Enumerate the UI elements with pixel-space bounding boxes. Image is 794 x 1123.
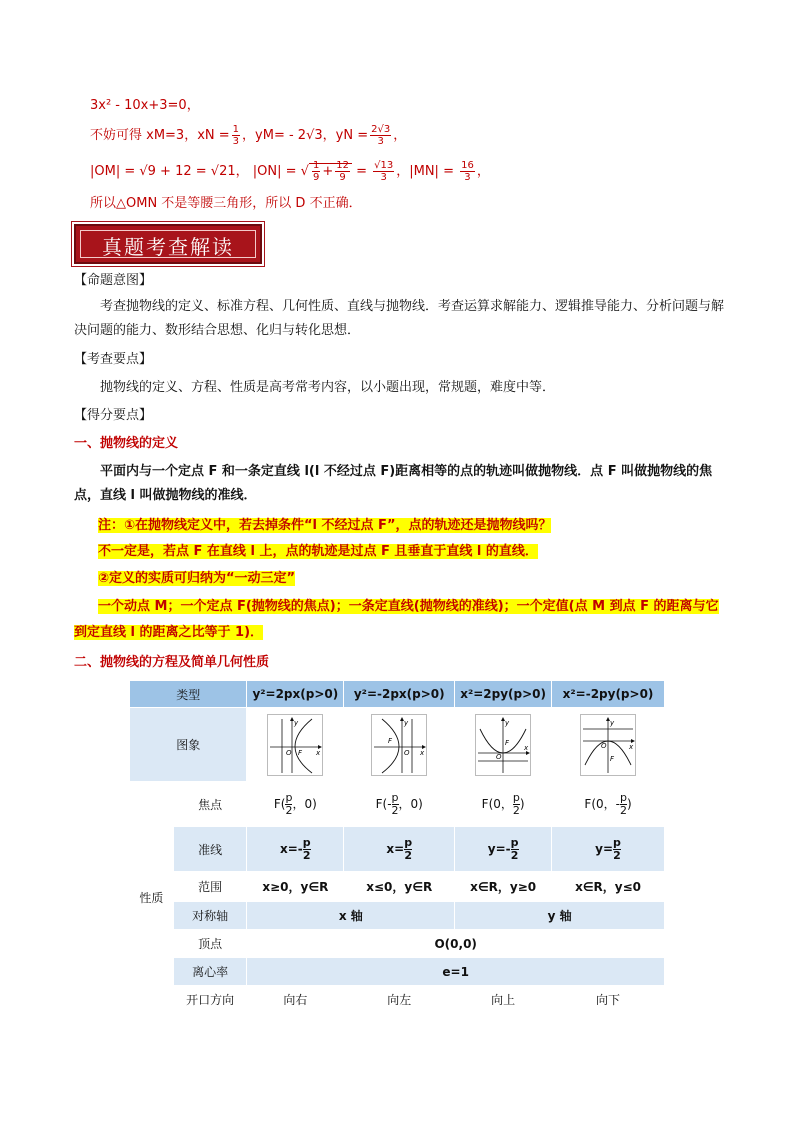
text: y= [595, 841, 614, 856]
fraction [303, 837, 311, 862]
type-label: 类型 [130, 681, 247, 708]
opening-cell: 向左 [344, 986, 455, 1014]
points-text: 抛物线的定义、方程、性质是高考常考内容，以小题出现，常规题，难度中等． [100, 380, 556, 395]
range-cell: x≤0，y∈R [344, 872, 455, 902]
range-label: 范围 [173, 872, 247, 902]
fraction [373, 160, 394, 183]
fraction [232, 124, 240, 147]
graph-focus-label: F [388, 736, 393, 745]
graph-x-label: x [524, 743, 529, 752]
range-cell: x∈R，y≤0 [552, 872, 665, 902]
opening-cell: 向下 [552, 986, 665, 1014]
highlight: 不一定是，若点 F 在直线 l 上，点的轨迹是过点 F 且垂直于直线 l 的直线． [98, 544, 538, 559]
text: ，y [322, 128, 344, 143]
focus-cell [344, 782, 455, 827]
directrix-cell [344, 827, 455, 872]
graph-origin-label: O [601, 741, 607, 750]
denominator: 9 [339, 172, 346, 183]
sqrt-body [309, 160, 352, 183]
text: ) [519, 796, 525, 811]
section-1-title: 一、抛物线的定义 [74, 436, 179, 451]
parabola-right-graph [267, 714, 323, 776]
fraction [511, 837, 519, 862]
text: |OM| = [90, 164, 140, 179]
numerator: p [404, 835, 413, 849]
note-1 [98, 514, 728, 538]
row-graph [130, 708, 665, 782]
directrix-cell [455, 827, 552, 872]
graph-x-label: x [316, 748, 321, 757]
section-1-text: 平面内与一个定点 F 和一条定直线 l(l 不经过点 F)距离相等的点的轨迹叫做抛物线．点 F 叫做抛物线的焦点，直线 l 叫做抛物线的准线． [74, 464, 713, 503]
fraction [620, 792, 627, 817]
solution-line-1: 3x² - 10x+3=0， [90, 98, 200, 113]
type-cell: y²=2px(p>0) [247, 681, 344, 708]
fraction [513, 792, 520, 817]
numerator: p [510, 835, 519, 849]
graph-origin-label: O [404, 748, 410, 757]
graph-y-label: y [610, 718, 615, 727]
range-cell: x∈R，y≥0 [455, 872, 552, 902]
note-3 [98, 567, 728, 591]
type-cell: x²=2py(p>0) [455, 681, 552, 708]
graph-label: 图象 [130, 708, 247, 782]
text: ，0) [398, 796, 423, 811]
parabola-properties-table [129, 680, 665, 1014]
denominator: 2 [613, 848, 621, 862]
score-tag: 【得分要点】 [74, 408, 153, 423]
fraction [312, 160, 320, 183]
solution-line-2 [90, 124, 406, 147]
fraction [460, 160, 475, 183]
eccentricity-cell: e=1 [247, 958, 665, 986]
text: ，0) [292, 796, 317, 811]
text: x=- [280, 841, 303, 856]
banner-title: 真题考查解读 [102, 235, 234, 259]
denominator: 2 [404, 848, 412, 862]
row-axis [130, 902, 665, 930]
fraction [392, 792, 399, 817]
denominator: 3 [232, 136, 240, 147]
numerator: p [285, 790, 293, 804]
row-directrix [130, 827, 665, 872]
directrix-cell [247, 827, 344, 872]
parabola-down-graph [580, 714, 636, 776]
numerator: p [619, 790, 627, 804]
numerator: 2√3 [371, 124, 391, 135]
highlight: 注：①在抛物线定义中，若去掉条件“l 不经过点 F”，点的轨迹还是抛物线吗？ [98, 518, 552, 533]
text: M= - 2 [262, 128, 307, 143]
text: M=3，x [153, 128, 205, 143]
plus: + [322, 164, 334, 179]
numerator: 1 [232, 124, 240, 135]
text: ) [626, 796, 632, 811]
numerator: √13 [374, 160, 394, 171]
text: = [351, 164, 372, 179]
parabola-left-graph [371, 714, 427, 776]
eccentricity-label: 离心率 [173, 958, 247, 986]
row-type [130, 681, 665, 708]
numerator: p [391, 790, 399, 804]
numerator: 12 [336, 160, 349, 171]
text: √9 + 12 = √21， [139, 164, 249, 179]
row-focus [130, 782, 665, 827]
graph-origin-label: O [496, 752, 502, 761]
solution-line-4: 所以△OMN 不是等腰三角形，所以 D 不正确． [90, 196, 362, 211]
parabola-up-graph [475, 714, 531, 776]
denominator: 2 [619, 803, 627, 817]
text: N = [204, 128, 230, 143]
directrix-label: 准线 [173, 827, 247, 872]
text: 不妨可得 x [90, 128, 154, 143]
text: ， [476, 164, 490, 179]
row-vertex [130, 930, 665, 958]
denominator: 3 [377, 136, 384, 147]
graph-x-label: x [629, 742, 634, 751]
numerator: p [512, 790, 520, 804]
vertex-label: 顶点 [173, 930, 247, 958]
numerator: 1 [312, 160, 320, 171]
type-cell: y²=-2px(p>0) [344, 681, 455, 708]
text: ， [393, 128, 407, 143]
numerator: p [302, 835, 311, 849]
text: ，|MN| = [396, 164, 459, 179]
denominator: 2 [285, 803, 293, 817]
opening-cell: 向右 [247, 986, 344, 1014]
sqrt: √3 [306, 128, 323, 143]
graph-cell [552, 708, 665, 782]
fraction [613, 837, 621, 862]
text: F(- [375, 796, 392, 811]
directrix-cell [552, 827, 665, 872]
range-cell: x≥0，y∈R [247, 872, 344, 902]
denominator: 2 [302, 848, 311, 862]
intent-text: 考查抛物线的定义、标准方程、几何性质、直线与抛物线．考查运算求解能力、逻辑推导能力、分析问题与解决问题的能力、数形结合思想、化归与转化思想． [74, 299, 725, 338]
sqrt: √ [300, 164, 309, 179]
graph-y-label: y [404, 718, 409, 727]
axis-label: 对称轴 [173, 902, 247, 930]
numerator: 16 [461, 160, 474, 171]
highlight: 一个动点 M；一个定点 F(抛物线的焦点)；一条定直线(抛物线的准线)；一个定值(点 M 到点 F 的距离与它到定直线 l 的距离之比等于 1)． [74, 599, 719, 640]
focus-cell [247, 782, 344, 827]
property-label: 性质 [130, 782, 174, 1014]
axis-y-cell: y 轴 [455, 902, 665, 930]
text: N = [343, 128, 369, 143]
text: F(0，- [584, 796, 620, 811]
text: x= [386, 841, 405, 856]
graph-x-label: x [420, 748, 425, 757]
graph-cell [247, 708, 344, 782]
type-cell: x²=-2py(p>0) [552, 681, 665, 708]
graph-focus-label: F [505, 738, 510, 747]
row-range [130, 872, 665, 902]
text: F( [273, 796, 286, 811]
focus-label: 焦点 [173, 782, 247, 827]
note-2 [98, 540, 728, 564]
section-banner [74, 224, 262, 264]
points-tag: 【考查要点】 [74, 352, 153, 367]
text: |ON| = [252, 164, 301, 179]
section-2-title: 二、抛物线的方程及简单几何性质 [74, 655, 270, 670]
fraction [370, 124, 391, 147]
axis-x-cell: x 轴 [247, 902, 455, 930]
denominator: 3 [464, 172, 471, 183]
text: y=- [487, 841, 511, 856]
solution-line-3 [90, 160, 490, 183]
opening-cell: 向上 [455, 986, 552, 1014]
intent-tag: 【命题意图】 [74, 273, 153, 288]
note-4 [74, 594, 728, 646]
fraction [404, 837, 412, 862]
row-opening [130, 986, 665, 1014]
denominator: 3 [380, 172, 387, 183]
vertex-cell: O(0,0) [247, 930, 665, 958]
graph-focus-label: F [610, 754, 615, 763]
fraction [335, 160, 350, 183]
denominator: 2 [510, 848, 519, 862]
numerator: p [613, 835, 621, 849]
graph-cell [455, 708, 552, 782]
graph-y-label: y [505, 718, 510, 727]
text: ，y [242, 128, 263, 143]
graph-cell [344, 708, 455, 782]
highlight: ②定义的实质可归纳为“一动三定” [98, 571, 296, 586]
denominator: 9 [312, 172, 320, 183]
graph-origin-label: O [286, 748, 292, 757]
opening-label: 开口方向 [173, 986, 247, 1014]
focus-cell [455, 782, 552, 827]
graph-y-label: y [294, 718, 299, 727]
text: F(0， [481, 796, 513, 811]
focus-cell [552, 782, 665, 827]
graph-focus-label: F [298, 748, 303, 757]
denominator: 2 [391, 803, 399, 817]
denominator: 2 [512, 803, 520, 817]
row-eccentricity [130, 958, 665, 986]
